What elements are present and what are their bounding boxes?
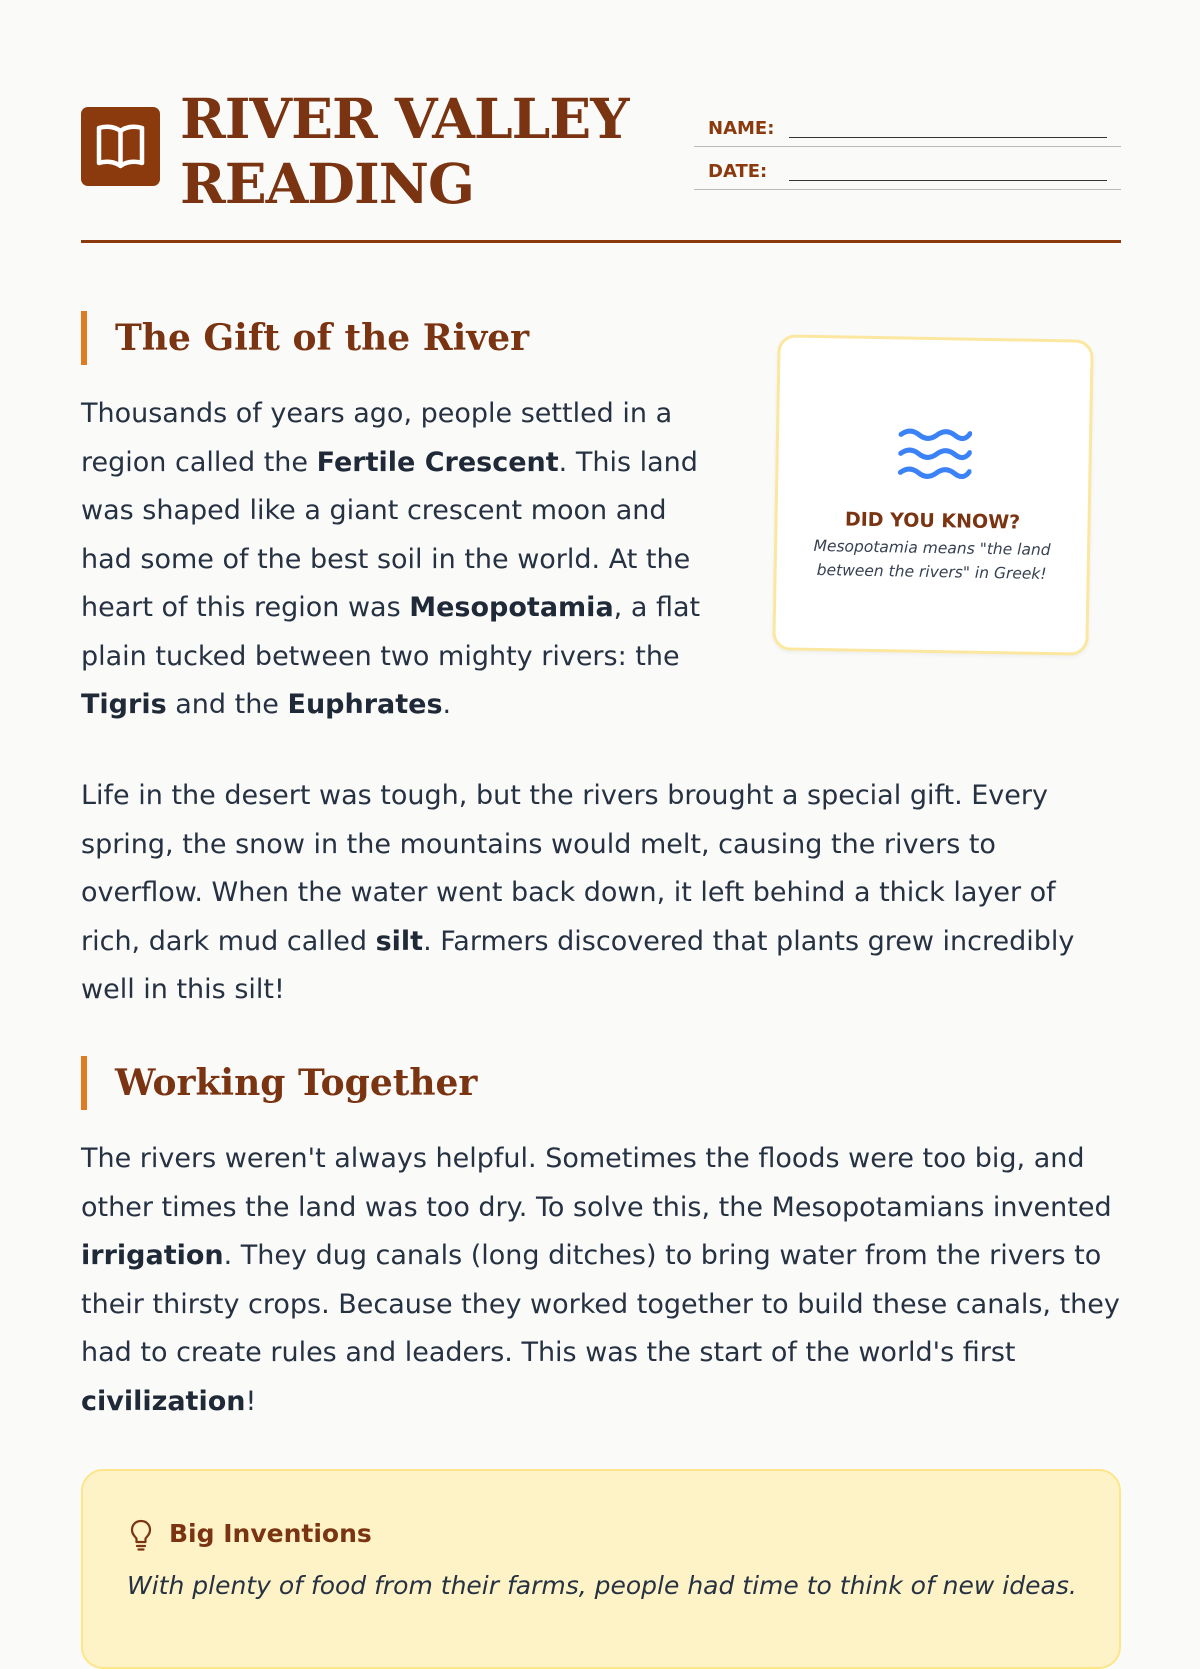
paragraph-fertile-crescent xyxy=(81,390,721,730)
did-you-know-card xyxy=(772,334,1093,655)
page-title xyxy=(180,86,629,216)
key-term: Euphrates xyxy=(287,689,443,720)
big-inventions-text: With plenty of food from their farms, people had time to think of new ideas. xyxy=(127,1571,1077,1600)
did-you-know-text: Mesopotamia means "the land between the rivers" in Greek! xyxy=(813,536,1051,583)
text-run: . xyxy=(442,689,452,720)
name-label: NAME: xyxy=(708,118,775,139)
text-run: , a flat plain tucked between two mighty rivers: the xyxy=(81,592,701,672)
name-field[interactable] xyxy=(694,106,1121,147)
key-term: Mesopotamia xyxy=(409,592,614,623)
waves-icon xyxy=(897,424,972,483)
name-blank-line xyxy=(789,137,1107,138)
student-fields xyxy=(694,106,1121,192)
key-term: Fertile Crescent xyxy=(316,446,559,478)
big-inventions-title: Big Inventions xyxy=(169,1519,372,1548)
date-label: DATE: xyxy=(708,161,768,182)
text-run: . Farmers discovered that plants grew incredibly well in this silt! xyxy=(81,925,1075,1005)
date-blank-line xyxy=(789,180,1107,181)
text-run: and the xyxy=(166,689,288,720)
section-heading-working-together: Working Together xyxy=(81,1056,477,1110)
text-run: . They dug canals (long ditches) to bring water from the rivers to their thirsty crops. Because they worked together to build these canals, they had to create rules and leaders. This was the start of the world's first xyxy=(81,1240,1120,1368)
did-you-know-title: DID YOU KNOW? xyxy=(844,508,1021,534)
text-run: . This land was shaped like a giant crescent moon and had some of the best soil in the world. At the heart of this region was xyxy=(81,446,698,623)
big-inventions-box xyxy=(81,1469,1121,1669)
worksheet-header xyxy=(81,86,1121,216)
title-line-1: RIVER VALLEY xyxy=(180,86,629,151)
key-term: silt xyxy=(375,925,424,957)
text-run: Life in the desert was tough, but the rivers brought a special gift. Every spring, the snow in the mountains would melt, causing the rivers to overflow. When the water went back down, it left behind a thick layer of rich, dark mud called xyxy=(81,780,1056,957)
text-run: Thousands of years ago, people settled in a region called the xyxy=(81,398,673,478)
paragraph-silt xyxy=(81,772,1121,1015)
key-term: Tigris xyxy=(81,689,167,720)
section-heading-gift: The Gift of the River xyxy=(81,311,529,365)
lightbulb-icon xyxy=(129,1519,153,1551)
open-book-icon xyxy=(96,124,145,169)
key-term: irrigation xyxy=(81,1240,224,1271)
text-run: The rivers weren't always helpful. Sometimes the floods were too big, and other times the land was too dry. To solve this, the Mesopotamians invented xyxy=(81,1143,1112,1223)
title-line-2: READING xyxy=(180,151,474,216)
logo-badge xyxy=(81,107,160,186)
header-divider xyxy=(81,240,1121,243)
text-run: ! xyxy=(245,1385,257,1417)
date-field[interactable] xyxy=(694,149,1121,190)
key-term: civilization xyxy=(81,1385,246,1417)
paragraph-irrigation xyxy=(81,1135,1121,1426)
